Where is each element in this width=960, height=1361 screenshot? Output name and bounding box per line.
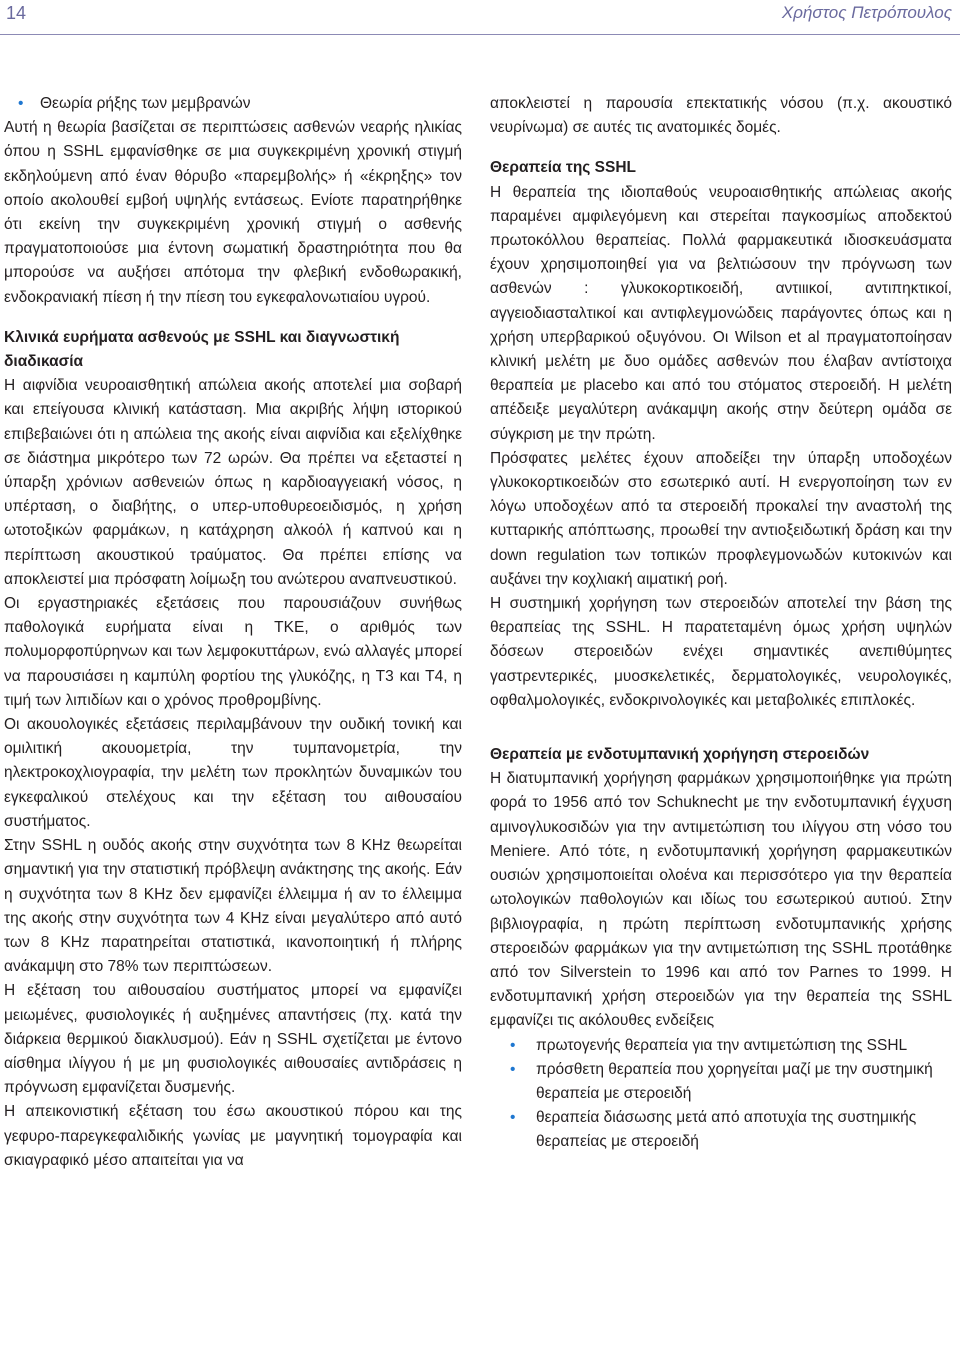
paragraph: Η αιφνίδια νευροαισθητική απώλεια ακοής αποτελεί μια σοβαρή και επείγουσα κλινική κατάσταση. Μια ακριβής λήψη ιστορικού επιβεβαιώνει ότι η απώλεια της ακοής είναι αιφνίδια και εξελίχθηκε σε διάστημα μικρότερο των 72 ωρών. Θα πρέπει να εξεταστεί η ύπαρξη χρόνιων ασθενειών όπως η καρδιοαγγειακή νόσος, η υπέρταση, ο διαβήτης, ο υπερ-υποθυρεοειδισμός, η χρήση ωτοτοξικών φαρμάκων, η κατάχρηση αλκοόλ ή καπνού και η περίπτωση ακουστικού τραύματος. Θα πρέπει επίσης να αποκλειστεί μια πρόσφατη λοίμωξη του ανώτερου αναπνευστικού. xyxy=(4,377,462,588)
indications-list xyxy=(490,1034,952,1155)
left-column xyxy=(4,92,462,1173)
running-head-author: Χρήστος Πετρόπουλος xyxy=(781,3,952,22)
list-item: • θεραπεία διάσωσης μετά από αποτυχία της συστημικής θεραπείας με στεροειδή xyxy=(490,1106,952,1154)
section-heading-clinical-findings: Κλινικά ευρήματα ασθενούς με SSHL και διαγνωστική διαδικασία xyxy=(4,328,400,371)
page-header xyxy=(0,0,960,26)
right-column xyxy=(490,92,952,1155)
list-item: • πρωτογενής θεραπεία για την αντιμετώπιση της SSHL xyxy=(490,1034,952,1058)
paragraph: Στην SSHL η ουδός ακοής στην συχνότητα των 8 KHz θεωρείται σημαντική για την στατιστική πρόβλεψη ανάκτησης της ακοής. Εάν η συχνότητα των 8 KHz δεν εμφανίζει έλλειμμα ή αν το έλλειμμα της ακοής στην συχνότητα των 4 KHz είναι μεγαλύτερο από αυτό των 8 KHz παρατηρείται στατιστικά, ικανοποιητική ή πλήρης ανάκαμψη στο 78% των περιπτώσεων. xyxy=(4,837,462,976)
spacer xyxy=(490,140,952,156)
spacer xyxy=(4,310,462,326)
header-rule xyxy=(0,34,960,35)
paragraph: Η θεραπεία της ιδιοπαθούς νευροαισθητικής απώλειας ακοής παραμένει αμφιλεγόμενη και στερείται παγκοσμίως αποδεκτού πρωτοκόλλου θεραπείας. Πολλά φαρμακευτικά ιδιοσκευάσματα έχουν χρησιμοποιηθεί για να βελτιώσουν την πρόγνωση των ασθενών : γλυκοκορτικοειδή, αντιιικοί, αντιπηκτικοί, αγγειοδιασταλτικοί και αντιφλεγμονώδεις παράγοντες όπως και η χρήση υπερβαρικού οξυγόνου. Οι Wilson et al πραγματοποίησαν κλινική μελέτη με δυο ομάδες ασθενών που έλαβαν αντίστοιχα θεραπεία με placebo και από του στόματος στεροειδή. Η μελέτη απέδειξε μεγαλύτερη ανάκαμψη ακοής στην δεύτερη ομάδα σε σύγκριση με την πρώτη. xyxy=(490,183,952,443)
membrane-rupture-theory-title: • Θεωρία ρήξης των μεμβρανών xyxy=(4,92,462,116)
paragraph: Πρόσφατες μελέτες έχουν αποδείξει την ύπαρξη υποδοχέων γλυκοκορτικοειδών στο εσωτερικό αυτί. Η ενεργοποίηση των εν λόγω υποδοχέων από τα στεροειδή προκαλεί την αναστολή της κυτταρικής απόπτωσης, προωθεί την αντιοξειδωτική δράση και την down regulation των τοπικών προφλεγμονωδών κυτοκινών και αυξάνει την κοχλιακή αιματική ροή. xyxy=(490,449,952,588)
paragraph: αποκλειστεί η παρουσία επεκτατικής νόσου (π.χ. ακουστικό νευρίνωμα) σε αυτές τις ανατομικές δομές. xyxy=(490,95,952,137)
paragraph: Η διατυμπανική χορήγηση φαρμάκων χρησιμοποιήθηκε για πρώτη φορά το 1956 από τον Schuknecht με την ενδοτυμπανική έγχυση αμινογλυκοσιδών για την αντιμετώπιση του ιλίγγου στη νόσο του Meniere. Από τότε, η ενδοτυμπανική χορήγηση φαρμακευτικών ουσιών χρησιμοποιείται ολοένα και περισσότερο για την θεραπεία ωτολογικών παθολογιών και ιδίως του εσωτερικού αυτιού. Στην βιβλιογραφία, η πρώτη περίπτωση ενδοτυμπανικής χρήσης στεροειδών φαρμάκων για την αντιμετώπιση της SSHL προτάθηκε από τον Silverstein το 1996 και από τον Parnes το 1999. Η ενδοτυμπανική χρήση στεροειδών για την θεραπεία της SSHL εμφανίζει τις ακόλουθες ενδείξεις xyxy=(490,770,952,1030)
paragraph: Η εξέταση του αιθουσαίου συστήματος μπορεί να εμφανίζει μειωμένες, φυσιολογικές ή αυξημένες απαντήσεις (πχ. κατά την διάρκεια θερμικού διακλυσμού). Εάν η SSHL σχετίζεται με έντονο αίσθημα ιλίγγου ή με μη φυσιολογικές αιθουσαίες αντιδράσεις η πρόγνωση εμφανίζεται δυσμενής. xyxy=(4,982,462,1097)
spacer xyxy=(490,713,952,743)
paragraph: Οι εργαστηριακές εξετάσεις που παρουσιάζουν συνήθως παθολογικά ευρήματα είναι η ΤΚΕ, ο αριθμός των πολυμορφοπύρηνων και των λεμφοκυττάρων, ενώ αλλαγές μπορεί να παρουσιάσει η καμπύλη φορτίου της γλυκόζης, η Τ3 και Τ4, η τιμή των λιπιδίων και ο χρόνος προθρομβίνης. xyxy=(4,595,462,709)
page-number: 14 xyxy=(6,3,27,23)
paragraph: Αυτή η θεωρία βασίζεται σε περιπτώσεις ασθενών νεαρής ηλικίας όπου η SSHL εμφανίσθηκε σε μια συγκεκριμένη χρονική στιγμή εκδηλούμενη από έναν θόρυβο «παρεμβολής» ή «έκρηξης» τον οποίο ακολουθεί εμβοή υψηλής εντάσεως. Ενίοτε παρατηρήθηκε ότι εκείνη την συγκεκριμένη χρονική στιγμή ο ασθενής πραγματοποιούσε μια έντονη σωματική δραστηριότητα που θα μπορούσε να αυξήσει απότομα την φλεβική ενδοθωρακική, ενδοκρανιακή πίεση ή την πίεση του εγκεφαλονωτιαίου υγρού. xyxy=(4,119,462,306)
paragraph: Οι ακουολογικές εξετάσεις περιλαμβάνουν την ουδική τονική και ομιλιτική ακουομετρία, την τυμπανομετρία, την ηλεκτροκοχλιογραφία, την μελέτη των προκλητών δυναμικών του εγκεφαλικού στελέχους και την εξέταση του αιθουσαίου συστήματος. xyxy=(4,716,462,830)
list-item: • πρόσθετη θεραπεία που χορηγείται μαζί με την συστημική θεραπεία με στεροειδή xyxy=(490,1058,952,1106)
section-heading-sshl-treatment: Θεραπεία της SSHL xyxy=(490,159,636,177)
section-heading-intratympanic-steroids: Θεραπεία με ενδοτυμπανική χορήγηση στεροειδών xyxy=(490,746,870,764)
paragraph: Η απεικονιστική εξέταση του έσω ακουστικού πόρου και της γεφυρο-παρεγκεφαλιδικής γωνίας με μαγνητική τομογραφία και σκιαγραφικό μέσο απαιτείται για να xyxy=(4,1103,462,1169)
paragraph: Η συστημική χορήγηση των στεροειδών αποτελεί την βάση της θεραπείας της SSHL. Η παρατεταμένη όμως χρήση υψηλών δόσεων στεροειδών ενέχει σημαντικές ανεπιθύμητες γαστρεντερικές, μυοσκελετικές, δερματολογικές, νευρολογικές, οφθαλμολογικές, ενδοκρινολογικές και μεταβολικές επιπλοκές. xyxy=(490,595,952,709)
